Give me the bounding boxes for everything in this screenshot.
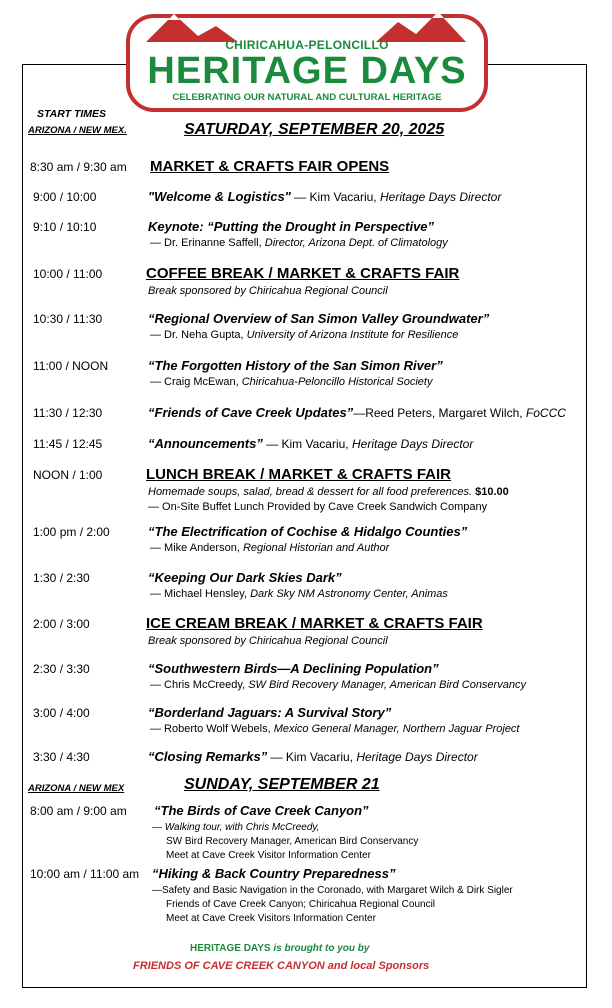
lunch-price: $10.00	[472, 486, 509, 498]
speaker-affiliation: Dark Sky NM Astronomy Center, Animas	[250, 588, 448, 600]
session-line	[148, 661, 439, 676]
talk-title: “Friends of Cave Creek Updates”	[148, 405, 354, 420]
logo-title: HERITAGE DAYS	[147, 50, 467, 92]
speaker: — Roberto Wolf Webels,	[150, 723, 274, 735]
session-time: 8:00 am / 9:00 am	[30, 804, 127, 818]
session-line	[152, 866, 395, 881]
speaker: — Kim Vacariu,	[267, 750, 357, 764]
session-time: 2:30 / 3:30	[33, 662, 90, 676]
talk-title: “The Birds of Cave Creek Canyon”	[154, 803, 369, 818]
sunday-timezone-label: ARIZONA / NEW MEX	[28, 783, 125, 794]
session-time: 10:30 / 11:30	[33, 312, 103, 326]
speaker: — Kim Vacariu,	[262, 437, 352, 451]
speaker: — Mike Anderson,	[150, 542, 243, 554]
logo-tagline: CELEBRATING OUR NATURAL AND CULTURAL HERITAGE	[172, 92, 442, 103]
speaker-line	[150, 376, 432, 388]
talk-title: “Borderland Jaguars: A Survival Story”	[148, 705, 392, 720]
session-time: 3:00 / 4:00	[33, 706, 90, 720]
speaker-affiliation: Mexico General Manager, Northern Jaguar Project	[273, 723, 520, 735]
speaker: — Dr. Neha Gupta,	[150, 329, 247, 341]
speaker-affiliation: Regional Historian and Author	[242, 542, 390, 554]
session-detail-line: SW Bird Recovery Manager, American Bird Conservancy	[166, 836, 419, 847]
talk-title: “Hiking & Back Country Preparedness”	[152, 866, 396, 881]
footer-line-1	[190, 943, 369, 954]
talk-title: “Announcements”	[148, 436, 263, 451]
speaker-line	[150, 679, 526, 691]
session-line	[148, 570, 342, 585]
session-time: 1:30 / 2:30	[33, 571, 90, 585]
talk-title: "Welcome & Logistics"	[148, 189, 291, 204]
speaker-line	[150, 237, 448, 249]
speaker-affiliation: Heritage Days Director	[351, 437, 474, 451]
footer-heritage-days: HERITAGE DAYS	[190, 943, 271, 954]
sunday-heading: SUNDAY, SEPTEMBER 21	[184, 776, 380, 793]
session-note-text: Homemade soups, salad, bread & dessert for all food preferences.	[148, 486, 473, 498]
session-title: LUNCH BREAK / MARKET & CRAFTS FAIR	[146, 466, 451, 483]
session-time: 8:30 am / 9:30 am	[30, 160, 127, 174]
session-time: 10:00 am / 11:00 am	[30, 867, 140, 881]
session-note	[148, 635, 388, 647]
session-detail-line: — Walking tour, with Chris McCreedy,	[152, 822, 320, 833]
session-time: 2:00 / 3:00	[33, 617, 90, 631]
session-line	[148, 405, 566, 420]
speaker-line	[150, 329, 458, 341]
speaker-affiliation: Chiricahua-Peloncillo Historical Society	[241, 376, 433, 388]
speaker-affiliation: University of Arizona Institute for Resilience	[246, 329, 459, 341]
session-time: 11:00 / NOON	[33, 359, 109, 373]
session-line	[148, 358, 443, 373]
session-line	[148, 219, 434, 234]
speaker: —Reed Peters, Margaret Wilch,	[353, 406, 526, 420]
talk-title: “The Forgotten History of the San Simon River”	[148, 358, 443, 373]
session-title: MARKET & CRAFTS FAIR OPENS	[150, 158, 390, 175]
session-line	[148, 749, 478, 764]
session-note-text: Break sponsored by Chiricahua Regional Council	[148, 285, 388, 297]
timezone-label: ARIZONA / NEW MEX.	[28, 125, 127, 136]
session-time: 3:30 / 4:30	[33, 750, 90, 764]
speaker-line	[150, 588, 448, 600]
session-note-text: Break sponsored by Chiricahua Regional Council	[148, 635, 388, 647]
heritage-days-logo	[126, 8, 488, 112]
session-note	[148, 486, 509, 498]
speaker-affiliation: FoCCC	[525, 406, 566, 420]
session-time: 1:00 pm / 2:00	[33, 525, 110, 539]
session-line	[148, 705, 391, 720]
talk-title: “Closing Remarks”	[148, 749, 268, 764]
footer-line-2: FRIENDS OF CAVE CREEK CANYON and local Sponsors	[133, 960, 430, 972]
speaker: — Kim Vacariu,	[290, 190, 380, 204]
footer-brought-by: is brought to you by	[270, 943, 370, 954]
session-line	[148, 524, 467, 539]
session-title: COFFEE BREAK / MARKET & CRAFTS FAIR	[146, 265, 460, 282]
start-times-label: START TIMES	[37, 108, 107, 120]
speaker-affiliation: Heritage Days Director	[356, 750, 478, 764]
session-time: NOON / 1:00	[33, 468, 103, 482]
speaker: — Michael Hensley,	[150, 588, 251, 600]
session-title: ICE CREAM BREAK / MARKET & CRAFTS FAIR	[146, 615, 483, 632]
speaker: — Craig McEwan,	[150, 376, 242, 388]
session-line	[148, 311, 489, 326]
session-time: 9:10 / 10:10	[33, 220, 97, 234]
logo-top-text: CHIRICAHUA-PELONCILLO	[225, 38, 389, 52]
speaker-line	[150, 723, 520, 735]
speaker-line	[150, 542, 389, 554]
speaker-affiliation: SW Bird Recovery Manager, American Bird Conservancy	[248, 679, 526, 691]
session-note-2: — On-Site Buffet Lunch Provided by Cave Creek Sandwich Company	[148, 501, 488, 513]
speaker-affiliation: Heritage Days Director	[379, 190, 502, 204]
saturday-heading: SATURDAY, SEPTEMBER 20, 2025	[184, 121, 445, 138]
session-detail-line: —Safety and Basic Navigation in the Coronado, with Margaret Wilch & Dirk Sigler	[152, 885, 513, 896]
session-time: 11:30 / 12:30	[33, 406, 103, 420]
talk-title: Keynote: “Putting the Drought in Perspective”	[148, 219, 435, 234]
session-time: 11:45 / 12:45	[33, 437, 103, 451]
session-line	[148, 436, 473, 451]
session-time: 10:00 / 11:00	[33, 267, 103, 281]
speaker: — Chris McCreedy,	[150, 679, 249, 691]
talk-title: “Regional Overview of San Simon Valley Groundwater”	[148, 311, 490, 326]
talk-title: “Southwestern Birds—A Declining Population”	[148, 661, 439, 676]
talk-title: “Keeping Our Dark Skies Dark”	[148, 570, 342, 585]
session-note	[148, 285, 388, 297]
session-line	[154, 803, 369, 818]
speaker-affiliation: Director, Arizona Dept. of Climatology	[264, 237, 448, 249]
talk-title: “The Electrification of Cochise & Hidalgo Counties”	[148, 524, 468, 539]
session-line	[148, 189, 501, 204]
session-detail-line: Meet at Cave Creek Visitor Information Center	[166, 850, 371, 861]
session-time: 9:00 / 10:00	[33, 190, 97, 204]
session-detail-line: Friends of Cave Creek Canyon; Chiricahua Regional Council	[166, 899, 436, 910]
speaker: — Dr. Erinanne Saffell,	[150, 237, 265, 249]
session-detail-line: Meet at Cave Creek Visitors Information Center	[166, 913, 376, 924]
